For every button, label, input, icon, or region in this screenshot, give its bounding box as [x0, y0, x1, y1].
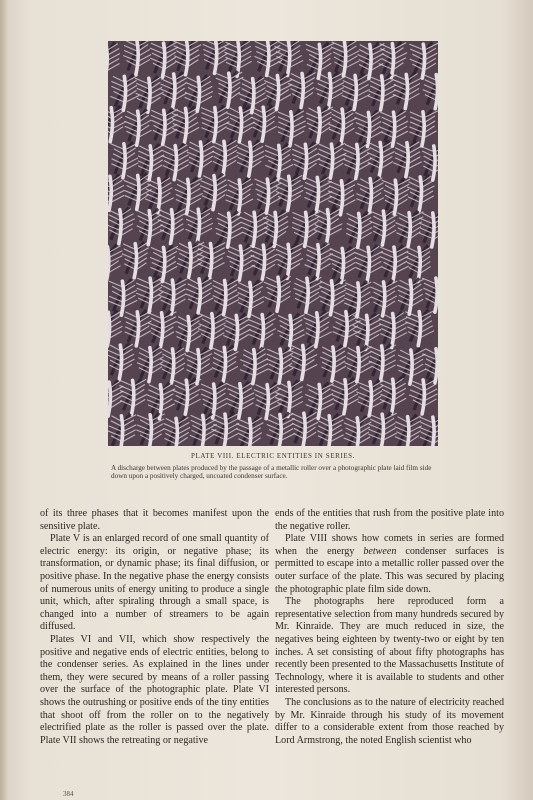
paragraph: Plate V is an enlarged record of one small quantity of electric energy: its origin, or negative phase; its transformation, or dynamic phase; its final diffusion, or positive phase. In the negative phase the energy consists of numerous units of energy uniting to produce a single unit, which, after spiraling through a small space, is changed into a number of streamers to be again diffused.	[40, 533, 269, 633]
plate-caption: A discharge between plates produced by the passage of a metallic roller over a photographic plate laid film side down upon a positively charged, uncoated condenser surface.	[111, 464, 432, 480]
text-run: Plate VIII shows how comets in series are formed when the energy	[275, 533, 504, 557]
emphasis: between	[363, 545, 397, 557]
paragraph: The conclusions as to the nature of electricity reached by Mr. Kinraide through his study of its movement differ to a considerable extent from those reached by Lord Armstrong, the noted English scientist who	[275, 696, 504, 746]
streamer-core	[108, 247, 109, 281]
text-run: condenser surfaces is permitted to escape into a metallic roller passed over the outer surface of the plate. This was secured by placing the photographic plate film side down.	[275, 545, 504, 595]
paragraph: of its three phases that it becomes manifest upon the sensitive plate.	[40, 508, 269, 532]
left-column	[40, 508, 269, 747]
right-column	[275, 508, 504, 747]
paragraph: The photographs here reproduced form a representative selection from many hundreds secured by Mr. Kinraide. They are much reduced in size, the negatives being eighteen by twenty-two or eight by ten inches. A set consisting of about fifty photographs has recently been presented to the Massachusetts Institute of Technology, where it is available to students and other interested persons.	[275, 596, 504, 696]
plate-title: PLATE VIII. ELECTRIC ENTITIES IN SERIES.	[190, 452, 356, 460]
electric-discharge-image	[108, 41, 438, 446]
page-edge	[0, 0, 8, 800]
paragraph: ends of the entities that rush from the positive plate into the negative roller.	[275, 508, 504, 532]
plate-viii-photograph	[108, 41, 438, 446]
paragraph	[275, 533, 504, 596]
page-number: 384	[63, 790, 74, 798]
paragraph: Plates VI and VII, which show respectively the positive and negative ends of electric entities, belong to the condenser series. As explained in the lines under them, they were secured by means of a roller passing over the surface of the photographic plate. Plate VI shows the outrushing or positive ends of the tiny entities that shoot off from the roller on to the negatively electrified plate as the roller is passed over the plate. Plate VII shows the retreating or negative	[40, 633, 269, 746]
